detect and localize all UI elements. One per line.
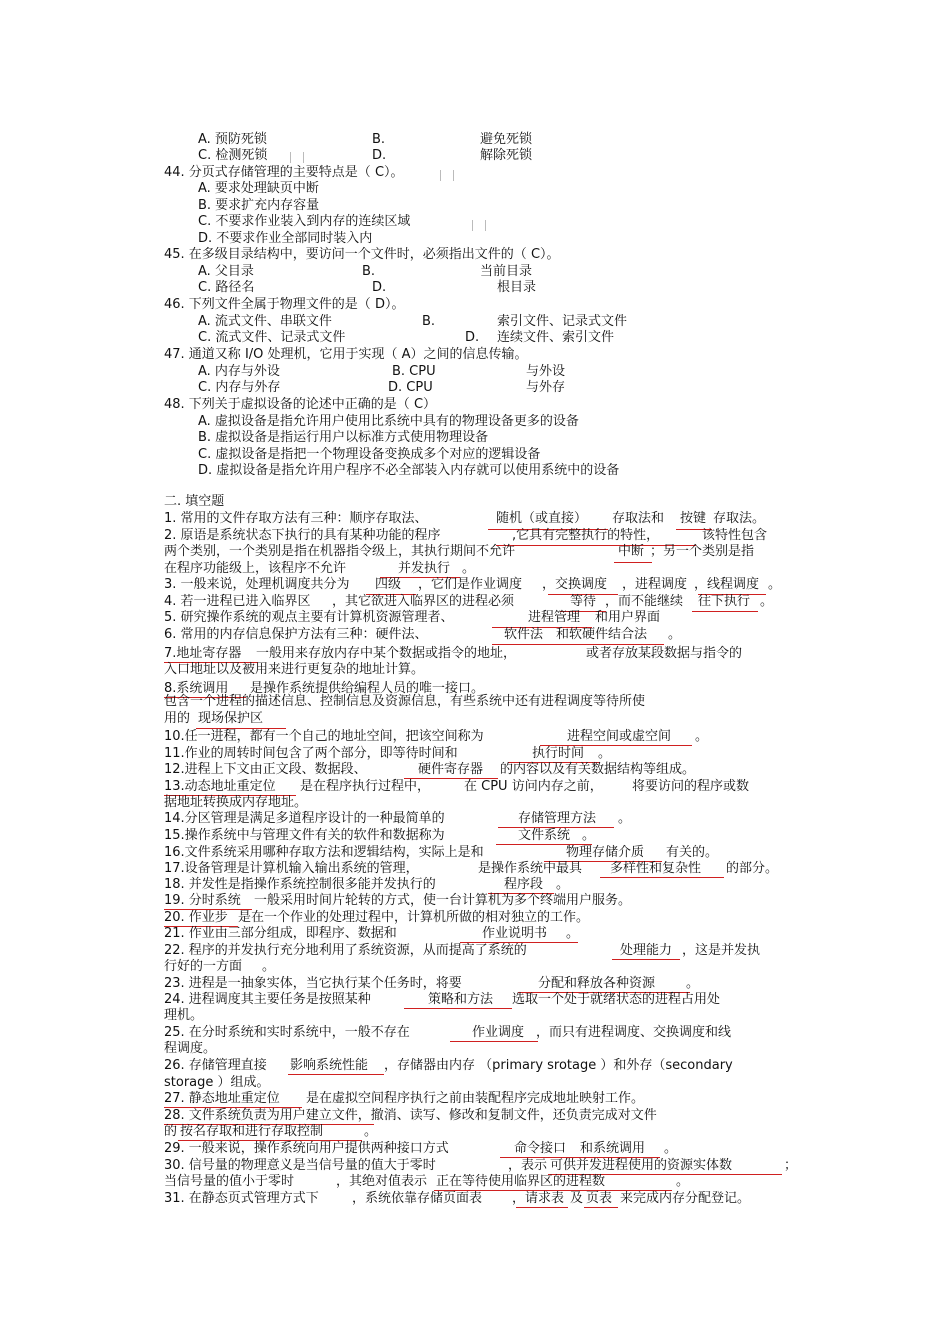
fill-text: 7.地址寄存器: [164, 646, 242, 661]
fill-text: 。: [668, 627, 682, 642]
fill-text: 。: [598, 746, 612, 761]
fill-text: 有关的。: [666, 845, 719, 860]
fill-text: 23. 进程是一抽象实体，当它执行某个任务时，将要: [164, 976, 462, 991]
fill-answer: 中断: [618, 544, 645, 559]
fill-answer: 进程空间或虚空间: [567, 729, 672, 744]
fill-text: 是在虚拟空间程序执行之前由装配程序完成地址映射工作。: [306, 1091, 645, 1106]
question-stem: 47. 通道又称 I/O 处理机，它用于实现（ A）之间的信息传输。: [164, 347, 528, 362]
fill-text: 25. 在分时系统和实时系统中，一般不存在: [164, 1025, 410, 1040]
scan-mark: [290, 152, 291, 163]
option-b-label: B.: [422, 314, 436, 329]
question-stem: 45. 在多级目录结构中，要访问一个文件时，必须指出文件的（ C）。: [164, 247, 560, 262]
fill-text: 一般采用时间片轮转的方式，使一台计算机为多个终端用户服务。: [254, 893, 632, 908]
option-d-text: 连续文件、索引文件: [497, 330, 615, 345]
fill-text: 29. 一般来说，操作系统向用户提供两种接口方式: [164, 1141, 449, 1156]
option-d-text: 根目录: [497, 280, 537, 295]
option-b-text: 当前目录: [480, 264, 533, 279]
fill-answer: 进程管理: [528, 610, 581, 625]
fill-text: 两个类别，一个类别是指在机器指令级上，其执行期间不允许: [164, 544, 516, 559]
fill-text: 14.分区管理是满足多道程序设计的一种最简单的: [164, 811, 445, 826]
fill-text: 和用户界面: [595, 610, 661, 625]
option-b-label: B. CPU: [392, 364, 436, 379]
fill-answer: 可供并发进程使用的资源实体数: [550, 1158, 733, 1173]
option-d-text: 解除死锁: [480, 148, 533, 163]
fill-text: 28. 文件系统负责为用户建立文件，撤消、读写、修改和复制文件，还负责完成对文件: [164, 1108, 657, 1123]
fill-text: 1. 常用的文件存取方法有三种：顺序存取法、: [164, 511, 428, 526]
fill-text: 4. 若一进程已进入临界区: [164, 594, 311, 609]
fill-text: 用的: [164, 711, 191, 726]
fill-text: ；另一个类别是指: [650, 544, 755, 559]
fill-text: 该特性包含: [702, 528, 768, 543]
fill-answer: 等待: [570, 594, 597, 609]
answer-underline: [450, 1041, 538, 1042]
answer-underline: [692, 611, 758, 612]
fill-text: ；: [784, 1158, 798, 1173]
fill-text: 是操作系统提供给编程人员的唯一接口。: [250, 681, 485, 696]
fill-text: 。: [695, 729, 709, 744]
fill-text: 。: [462, 561, 476, 576]
fill-text: 在 CPU 访问内存之前，: [464, 779, 603, 794]
fill-text: 一般用来存放内存中某个数据或指令的地址，: [256, 646, 517, 661]
fill-answer: 多样性和复杂性: [610, 861, 702, 876]
fill-text: 当信号量的值小于零时: [164, 1174, 295, 1189]
fill-text: 选取一个处于就绪状态的进程占用处: [512, 992, 721, 1007]
answer-underline: [612, 959, 680, 960]
option-b-text: 索引文件、记录式文件: [497, 314, 628, 329]
fill-text: 和软硬件结合法: [556, 627, 648, 642]
scan-mark: [453, 170, 454, 181]
fill-text: 10.任一进程，都有一个自己的地址空间，把该空间称为: [164, 729, 484, 744]
fill-text: ，系统依靠存储页面表: [352, 1191, 483, 1206]
fill-text: 26. 存储管理直接: [164, 1058, 267, 1073]
fill-text: 是操作系统中最具: [478, 861, 583, 876]
fill-text: 12.进程上下文由正文段、数据段、: [164, 762, 367, 777]
fill-text: 6. 常用的内存信息保护方法有三种：硬件法、: [164, 627, 428, 642]
fill-text: 。: [556, 877, 570, 892]
fill-text: 。: [364, 1124, 378, 1139]
option-c: C. 流式文件、记录式文件: [198, 330, 346, 345]
fill-text: 5. 研究操作系统的观点主要有计算机资源管理者、: [164, 610, 454, 625]
fill-answer: 存储管理方法: [518, 811, 597, 826]
fill-text: 包含一个进程的描述信息、控制信息及资源信息，有些系统中还有进程调度等待所使: [164, 694, 646, 709]
answer-underline: [516, 1207, 568, 1208]
answer-underline: [404, 1008, 512, 1009]
fill-text: 及: [570, 1191, 584, 1206]
fill-text: 。: [262, 959, 276, 974]
option-c: C. 检测死锁: [198, 148, 268, 163]
option-d-text: 与外存: [526, 380, 566, 395]
fill-answer: 处理能力: [620, 943, 673, 958]
option-c: C. 虚拟设备是指把一个物理设备变换成多个对应的逻辑设备: [198, 447, 541, 462]
fill-text: 13.动态地址重定位: [164, 779, 276, 794]
option-d: D. 虚拟设备是指允许用户程序不必全部装入内存就可以使用系统中的设备: [198, 463, 620, 478]
question-stem: 44. 分页式存储管理的主要特点是（ C）。: [164, 165, 404, 180]
fill-text: 据地址转换成内存地址。: [164, 795, 308, 810]
answer-underline: [492, 644, 664, 645]
fill-answer: 影响系统性能: [290, 1058, 369, 1073]
option-c: C. 不要求作业装入到内存的连续区域: [198, 214, 411, 229]
fill-text: 的部分。: [726, 861, 779, 876]
option-a: A. 虚拟设备是指允许用户使用比系统中具有的物理设备更多的设备: [198, 414, 579, 429]
fill-text: 理机。: [164, 1008, 204, 1023]
option-d-label: D.: [372, 148, 387, 163]
fill-answer: 软件法: [504, 627, 544, 642]
fill-text: 11.作业的周转时间包含了两个部分，即等待时间和: [164, 746, 458, 761]
fill-text: ,它具有完整执行的特性，: [512, 528, 660, 543]
fill-text: ，它们是作业调度: [418, 577, 523, 592]
fill-text: 。: [566, 926, 580, 941]
option-a: A. 父目录: [198, 264, 254, 279]
scan-mark: [472, 220, 473, 231]
fill-text: 18. 并发性是指操作系统控制很多能并发执行的: [164, 877, 436, 892]
option-d: D. 不要求作业全部同时装入内: [198, 231, 373, 246]
fill-text: 21. 作业由三部分组成，即程序、数据和: [164, 926, 397, 941]
fill-answer: 随机（或直接）: [496, 511, 588, 526]
answer-underline: [600, 877, 724, 878]
scan-mark: [485, 220, 486, 231]
fill-text: 3. 一般来说，处理机调度共分为: [164, 577, 350, 592]
fill-text: ，表示: [508, 1158, 548, 1173]
option-d-label: D. CPU: [388, 380, 433, 395]
option-b: B. 虚拟设备是指运行用户以标准方式使用物理设备: [198, 430, 489, 445]
fill-text: 20. 作业步: [164, 910, 228, 925]
fill-text: ，这是并发执: [682, 943, 761, 958]
option-d-label: D.: [465, 330, 480, 345]
fill-text: 程调度。: [164, 1041, 217, 1056]
fill-answer: 作业调度: [472, 1025, 525, 1040]
fill-answer: 并发执行: [398, 561, 451, 576]
section-heading: 二. 填空题: [164, 494, 225, 509]
fill-answer: 物理存储介质: [566, 845, 645, 860]
fill-text: ，其它欲进入临界区的进程必须: [332, 594, 515, 609]
answer-underline: [614, 562, 652, 563]
option-b-label: B.: [372, 132, 386, 147]
fill-answer: 命令接口: [514, 1141, 567, 1156]
fill-text: 27. 静态地址重定位: [164, 1091, 280, 1106]
fill-text: 。: [582, 828, 596, 843]
fill-text: 来完成内存分配登记。: [620, 1191, 751, 1206]
fill-answer: 按名存取和进行存取控制: [180, 1124, 324, 1139]
option-b-text: 与外设: [526, 364, 566, 379]
fill-answer: 程序段: [504, 877, 544, 892]
fill-text: 31. 在静态页式管理方式下: [164, 1191, 319, 1206]
option-c: C. 内存与外存: [198, 380, 281, 395]
fill-text: 入口地址以及被用来进行更复杂的地址计算。: [164, 662, 425, 677]
answer-underline: [288, 1074, 384, 1075]
fill-text: 将要访问的程序或数: [632, 779, 750, 794]
fill-text: 存取法和: [612, 511, 665, 526]
fill-text: 16.文件系统采用哪种存取方法和逻辑结构，实际上是和: [164, 845, 484, 860]
fill-text: 存取法。: [713, 511, 766, 526]
option-a: A. 预防死锁: [198, 132, 267, 147]
fill-answer: 页表: [586, 1191, 613, 1206]
option-b: B. 要求扩充内存容量: [198, 198, 320, 213]
fill-text: 是在程序执行过程中，: [300, 779, 431, 794]
option-a: A. 内存与外设: [198, 364, 280, 379]
fill-text: 。: [768, 577, 782, 592]
fill-answer: 策略和方法: [428, 992, 494, 1007]
option-d-label: D.: [372, 280, 387, 295]
fill-text: 和系统调用: [580, 1141, 646, 1156]
fill-text: 24. 进程调度其主要任务是按照某种: [164, 992, 371, 1007]
option-b-text: 避免死锁: [480, 132, 533, 147]
question-stem: 48. 下列关于虚拟设备的论述中正确的是（ C）: [164, 397, 437, 412]
fill-text: ，而只有进程调度、交换调度和线: [536, 1025, 732, 1040]
fill-text: 2. 原语是系统状态下执行的具有某种功能的程序: [164, 528, 441, 543]
fill-text: ，存储器由内存 （primary srotage ）和外存（secondary: [384, 1058, 733, 1073]
fill-text: ，线程调度: [694, 577, 760, 592]
fill-text: ，交换调度: [542, 577, 608, 592]
fill-text: ，其绝对值表示: [336, 1174, 428, 1189]
scan-mark: [303, 152, 304, 163]
fill-answer: 现场保护区: [198, 711, 264, 726]
fill-text: 是在一个作业的处理过程中，计算机所做的相对独立的工作。: [238, 910, 590, 925]
option-a: A. 流式文件、串联文件: [198, 314, 332, 329]
fill-text: storage ）组成。: [164, 1075, 270, 1090]
fill-text: 17.设备管理是计算机输入输出系统的管理，: [164, 861, 419, 876]
fill-text: 22. 程序的并发执行充分地利用了系统资源，从而提高了系统的: [164, 943, 527, 958]
fill-answer: 正在等待使用临界区的进程数: [436, 1174, 606, 1189]
fill-answer: 硬件寄存器: [418, 762, 484, 777]
fill-text: 的内容以及有关数据结构等组成。: [500, 762, 696, 777]
fill-answer: 四级: [375, 577, 402, 592]
fill-text: 的: [164, 1124, 178, 1139]
scan-mark: [440, 170, 441, 181]
fill-answer: 按键: [680, 511, 707, 526]
fill-text: 19. 分时系统: [164, 893, 241, 908]
fill-text: 。: [686, 976, 700, 991]
fill-text: 行好的一方面: [164, 959, 243, 974]
fill-text: 。: [676, 1174, 690, 1189]
option-a: A. 要求处理缺页中断: [198, 181, 319, 196]
fill-text: 8.系统调用: [164, 681, 229, 696]
fill-answer: ，请求表: [512, 1191, 565, 1206]
fill-text: 或者存放某段数据与指令的: [586, 646, 743, 661]
fill-text: 在程序功能级上，该程序不允许: [164, 561, 347, 576]
fill-text: 15.操作系统中与管理文件有关的软件和数据称为: [164, 828, 445, 843]
fill-text: 。: [664, 1141, 678, 1156]
option-c: C. 路径名: [198, 280, 255, 295]
fill-answer: 文件系统: [518, 828, 571, 843]
fill-text: ，而不能继续: [605, 594, 684, 609]
answer-underline: [584, 1207, 618, 1208]
fill-answer: 分配和释放各种资源: [538, 976, 656, 991]
fill-text: 。: [618, 811, 632, 826]
fill-answer: 执行时间: [532, 746, 585, 761]
fill-text: ，进程调度: [622, 577, 688, 592]
fill-text: 。: [760, 594, 774, 609]
fill-text: 30. 信号量的物理意义是当信号量的值大于零时: [164, 1158, 436, 1173]
fill-answer: 作业说明书: [482, 926, 548, 941]
fill-answer: 往下执行: [698, 594, 751, 609]
question-stem: 46. 下列文件全属于物理文件的是（ D）。: [164, 297, 405, 312]
option-b-label: B.: [362, 264, 376, 279]
